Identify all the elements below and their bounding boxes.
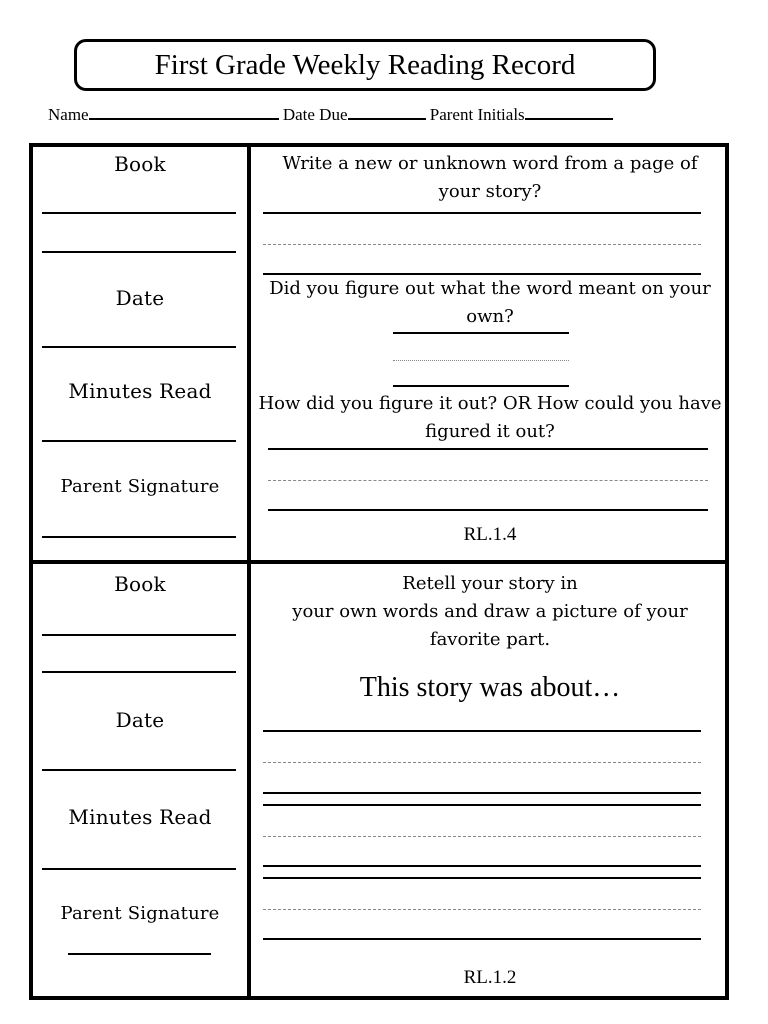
story-line-1-dashed <box>263 762 701 763</box>
prompt-figure-out: Did you figure out what the word meant on your own? <box>269 278 711 327</box>
book-line-1b[interactable] <box>42 251 236 253</box>
header-fields <box>48 104 613 125</box>
prompt-retell-line2: your own words and draw a picture of your favorite part. <box>292 601 688 650</box>
book-line-2b[interactable] <box>42 671 236 673</box>
answer-line-bottom[interactable] <box>393 385 569 387</box>
word-line-dashed <box>263 244 701 245</box>
signature-line-1[interactable] <box>42 536 236 538</box>
date-line-1[interactable] <box>42 346 236 348</box>
how-line-top[interactable] <box>268 448 708 450</box>
story-starter: This story was about… <box>359 672 621 703</box>
minutes-label-2: Minutes Read <box>68 805 212 829</box>
standard-code-2: RL.1.2 <box>463 967 517 988</box>
parent-initials-blank[interactable] <box>525 104 613 120</box>
date-due-blank[interactable] <box>348 104 426 120</box>
date-line-2[interactable] <box>42 769 236 771</box>
minutes-label-1: Minutes Read <box>68 379 212 403</box>
answer-line-top[interactable] <box>393 332 569 334</box>
signature-label-2: Parent Signature <box>60 903 220 924</box>
minutes-line-2[interactable] <box>42 868 236 870</box>
date-label-2: Date <box>115 708 165 732</box>
book-label-2: Book <box>114 572 166 596</box>
standard-code-1: RL.1.4 <box>463 524 517 545</box>
book-line-1a[interactable] <box>42 212 236 214</box>
name-label: Name <box>48 105 89 124</box>
name-blank[interactable] <box>89 104 279 120</box>
story-line-1[interactable] <box>263 730 701 732</box>
story-line-2[interactable] <box>263 804 701 806</box>
title-box <box>74 39 656 91</box>
prompt-retell-line1: Retell your story in <box>402 573 578 594</box>
how-line-bottom[interactable] <box>268 509 708 511</box>
date-due-label: Date Due <box>282 105 348 124</box>
section-divider <box>29 560 729 564</box>
prompt-how-figured: How did you figure it out? OR How could you have figured it out? <box>258 393 722 442</box>
answer-line-dotted <box>393 360 569 361</box>
word-line-top[interactable] <box>263 212 701 214</box>
minutes-line-1[interactable] <box>42 440 236 442</box>
story-line-3[interactable] <box>263 877 701 879</box>
story-line-2-dashed <box>263 836 701 837</box>
book-line-2a[interactable] <box>42 634 236 636</box>
story-line-3-dashed <box>263 909 701 910</box>
date-label-1: Date <box>115 286 165 310</box>
signature-line-2[interactable] <box>68 953 211 955</box>
page-title: First Grade Weekly Reading Record <box>154 48 576 81</box>
how-line-dashed <box>268 480 708 481</box>
parent-initials-label: Parent Initials <box>429 105 525 124</box>
book-label-1: Book <box>114 152 166 176</box>
story-line-2-bottom[interactable] <box>263 865 701 867</box>
story-line-1-bottom[interactable] <box>263 792 701 794</box>
signature-label-1: Parent Signature <box>60 476 220 497</box>
story-line-3-bottom[interactable] <box>263 938 701 940</box>
prompt-unknown-word: Write a new or unknown word from a page of your story? <box>282 153 698 202</box>
